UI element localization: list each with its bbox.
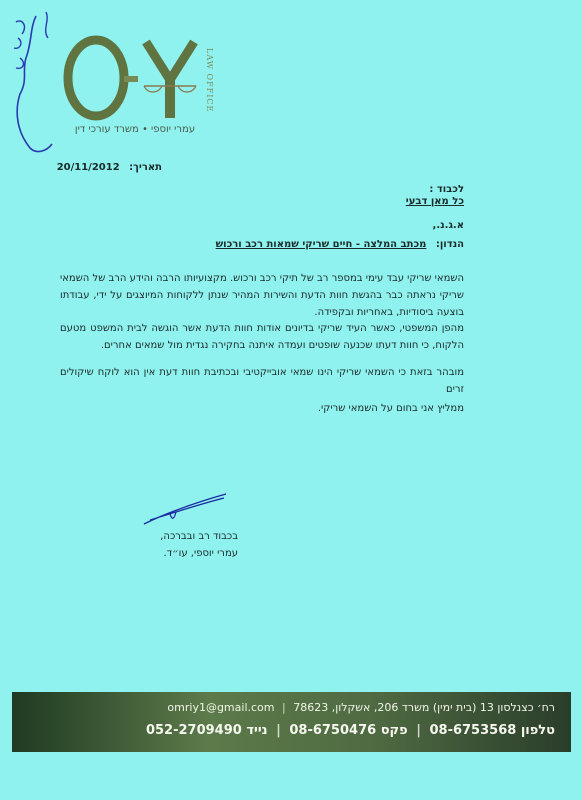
salutation: א.ג.נ., [432,220,464,231]
recipient-block [406,184,464,207]
footer-email[interactable]: omriy1@gmail.com [167,701,275,714]
footer-separator: | [416,723,421,738]
subject-label: הנדון: [435,239,464,250]
subject-line [216,239,464,250]
fax-label: פקס [380,723,408,738]
footer-separator: | [282,701,286,714]
footer-phone-row [146,723,555,738]
mobile-number[interactable]: 052-2709490 [145,723,242,738]
footer-address-row [167,701,555,714]
subject-title: מכתב המלצה - חיים שריקי שמאות רכב ורכוש [215,239,427,250]
logo-subtitle: עמרי יוספי • משרד עורכי דין [74,124,196,135]
paragraph-3: מובהר בזאת כי השמאי שריקי הינו שמאי אובייקטיבי ובכתיבת חוות דעת אין הוא לוקח שיקולים זרים [60,367,464,395]
footer-address: רח׳ כצנלסון 13 (בית ימין) משרד 206, אשקלון, 78623 [293,701,555,714]
paragraph-1: השמאי שריקי עבד עימי במספר רב של תיקי רכב ורכוש. מקצועיותו הרבה והידע הרב של השמאי שריקי נראתה כבר בהגשת חוות הדעת והשירות המהיר שנתן ללקוחות המיוצגים על ידי, עבודתו בוצעה ביסודיות, באחריות ובקפידה. [60,273,464,318]
phone-label: טלפון [520,723,555,738]
date-row [57,162,162,173]
law-office-logo [58,28,218,128]
mobile-label: נייד [246,723,268,738]
footer-contact-bar [12,692,571,752]
fax-number: 08-6750476 [289,723,377,738]
oy-logo-mark [58,28,208,128]
signer-name: עמרי יוספי, עו״ד. [163,548,238,559]
paragraph-4: ממליץ אני בחום על השמאי שריקי. [317,403,464,414]
to-label: לכבוד : [429,184,464,195]
phone-number[interactable]: 08-6753568 [429,723,517,738]
logo-vertical-text: LAW OFFICE [205,48,214,113]
handwritten-note [6,8,66,158]
date-label: תאריך: [129,162,162,173]
paragraph-2: מהפן המשפטי, כאשר העיד שריקי בדיונים אודות חוות הדעת אשר הוגשה לבית המשפט מטעם הלקוח, כי חוות דעתו שכנעה שופטים ועמדה איתנה בחקירה נגדית מול שמאים אחרים. [60,323,464,351]
to-name: כל מאן דבעי [405,196,464,207]
handwritten-signature [140,490,230,530]
closing-line: בכבוד רב ובברכה, [160,531,238,542]
date-value: 20/11/2012 [56,162,120,173]
footer-separator: | [276,723,281,738]
